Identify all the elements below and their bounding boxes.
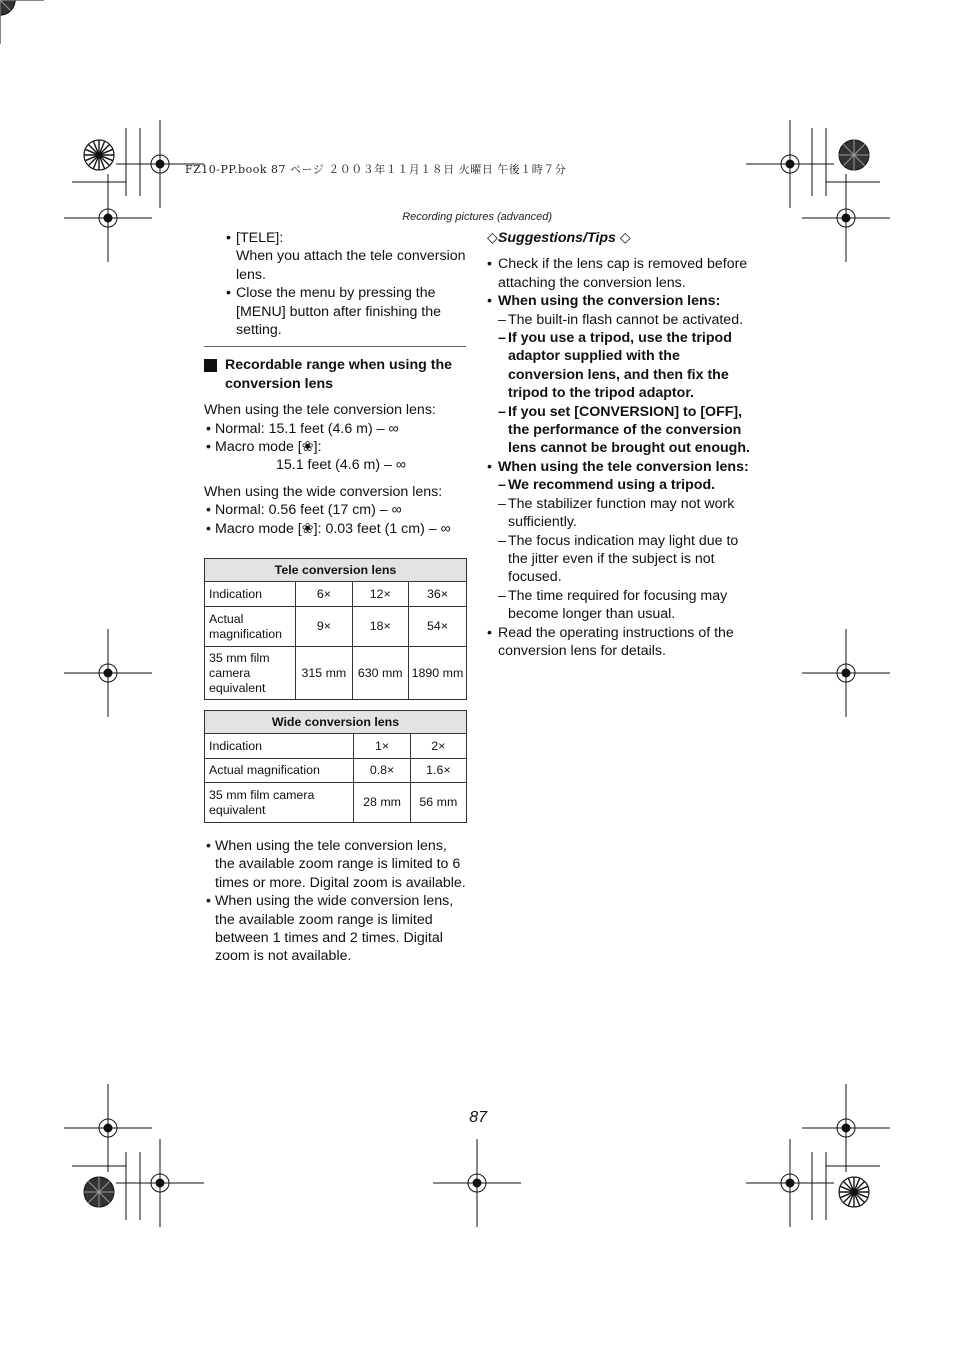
bottom-bullet-list xyxy=(204,837,468,966)
list-item: • When using the wide conversion lens, the available zoom range is limited between 1 times and 2 times. Digital zoom is not available. xyxy=(206,893,454,965)
bullet-subtext: When you attach the tele conversion lens. xyxy=(236,248,466,283)
sub-item: – The built-in flash cannot be activated. xyxy=(498,311,744,328)
sub-item: – The focus indication may light due to the jitter even if the subject is not focused. xyxy=(498,532,739,586)
sub-item: – If you use a tripod, use the tripod adaptor supplied with the conversion lens, and then fix the tripod to the tripod adaptor. xyxy=(498,330,732,402)
macro-flower-icon: ❀ xyxy=(301,520,314,537)
top-bullet-list xyxy=(204,229,466,339)
table-title: Tele conversion lens xyxy=(205,559,467,582)
tele-conversion-table xyxy=(204,558,467,700)
right-column xyxy=(487,229,751,660)
list-item: • Normal: 0.56 feet (17 cm) – ∞ xyxy=(206,502,402,519)
table-row: Indication 1× 2× xyxy=(205,734,467,759)
sub-item: – The stabilizer function may not work sufficiently. xyxy=(498,495,735,531)
list-item: • Macro mode [❀]: 0.03 feet (1 cm) – ∞ xyxy=(206,520,451,537)
list-item: • Check if the lens cap is removed before attaching the conversion lens. xyxy=(487,256,748,291)
range-heading: Recordable range when using the conversion lens xyxy=(204,356,466,393)
tips-heading: ◇Suggestions/Tips ◇ xyxy=(487,230,631,246)
wide-intro: When using the wide conversion lens: xyxy=(204,483,443,500)
list-item: • Macro mode [❀]: xyxy=(206,439,322,456)
bullet-text: [TELE]: xyxy=(236,230,284,246)
sub-item: – We recommend using a tripod. xyxy=(498,477,716,494)
tele-macro-value: 15.1 feet (4.6 m) – ∞ xyxy=(276,457,406,474)
list-item: • Normal: 15.1 feet (4.6 m) – ∞ xyxy=(206,420,399,437)
tele-intro: When using the tele conversion lens: xyxy=(204,402,436,419)
list-item: • When using the tele conversion lens: – We recommend using a tripod. – The stabilizer function may not work sufficiently. – The focus indication may light due to the jitter even if the subject is not focused. – The time required for focusing may become longer than usual. xyxy=(487,458,751,624)
table-row: 35 mm film camera equivalent 28 mm 56 mm xyxy=(205,783,467,823)
list-item: • When using the conversion lens: – The built-in flash cannot be activated. – If you use a tripod, use the tripod adaptor supplied with the conversion lens, and then fix the tripod to the tripod adaptor. – If you set [CONVERSION] to [OFF], the performance of the conversion lens cannot be brought out enough. xyxy=(487,293,750,457)
list-item: • Read the operating instructions of the conversion lens for details. xyxy=(487,624,734,659)
table-row: 35 mm film camera equivalent 315 mm 630 mm 1890 mm xyxy=(205,647,467,700)
list-item: • Close the menu by pressing the [MENU] button after finishing the setting. xyxy=(226,284,466,339)
list-item: • [TELE]: When you attach the tele conversion lens. xyxy=(226,230,466,283)
table-row: Actual magnification 0.8× 1.6× xyxy=(205,759,467,783)
left-column xyxy=(204,229,466,538)
section-divider xyxy=(204,346,466,347)
bullet-text: Close the menu by pressing the [MENU] button after finishing the setting. xyxy=(236,285,442,339)
square-bullet-icon xyxy=(204,359,217,372)
table-row: Actual magnification 9× 18× 54× xyxy=(205,607,467,647)
wide-conversion-table xyxy=(204,710,467,823)
print-header: FZ10-PP.book 87 ページ ２００３年１１月１８日 火曜日 午後１時７分 xyxy=(185,163,567,176)
page-number: 87 xyxy=(469,1109,487,1126)
sub-item: – If you set [CONVERSION] to [OFF], the performance of the conversion lens cannot be brought out enough. xyxy=(498,403,750,457)
section-header: Recording pictures (advanced) xyxy=(402,211,552,223)
macro-flower-icon: ❀ xyxy=(301,439,314,456)
diamond-icon: ◇ xyxy=(487,230,498,246)
list-item: • When using the tele conversion lens, the available zoom range is limited to 6 times or more. Digital zoom is available. xyxy=(206,838,466,891)
sub-item: – The time required for focusing may become longer than usual. xyxy=(498,587,728,623)
diamond-icon: ◇ xyxy=(619,230,631,246)
table-row: Indication 6× 12× 36× xyxy=(205,582,467,607)
table-title: Wide conversion lens xyxy=(205,711,467,734)
